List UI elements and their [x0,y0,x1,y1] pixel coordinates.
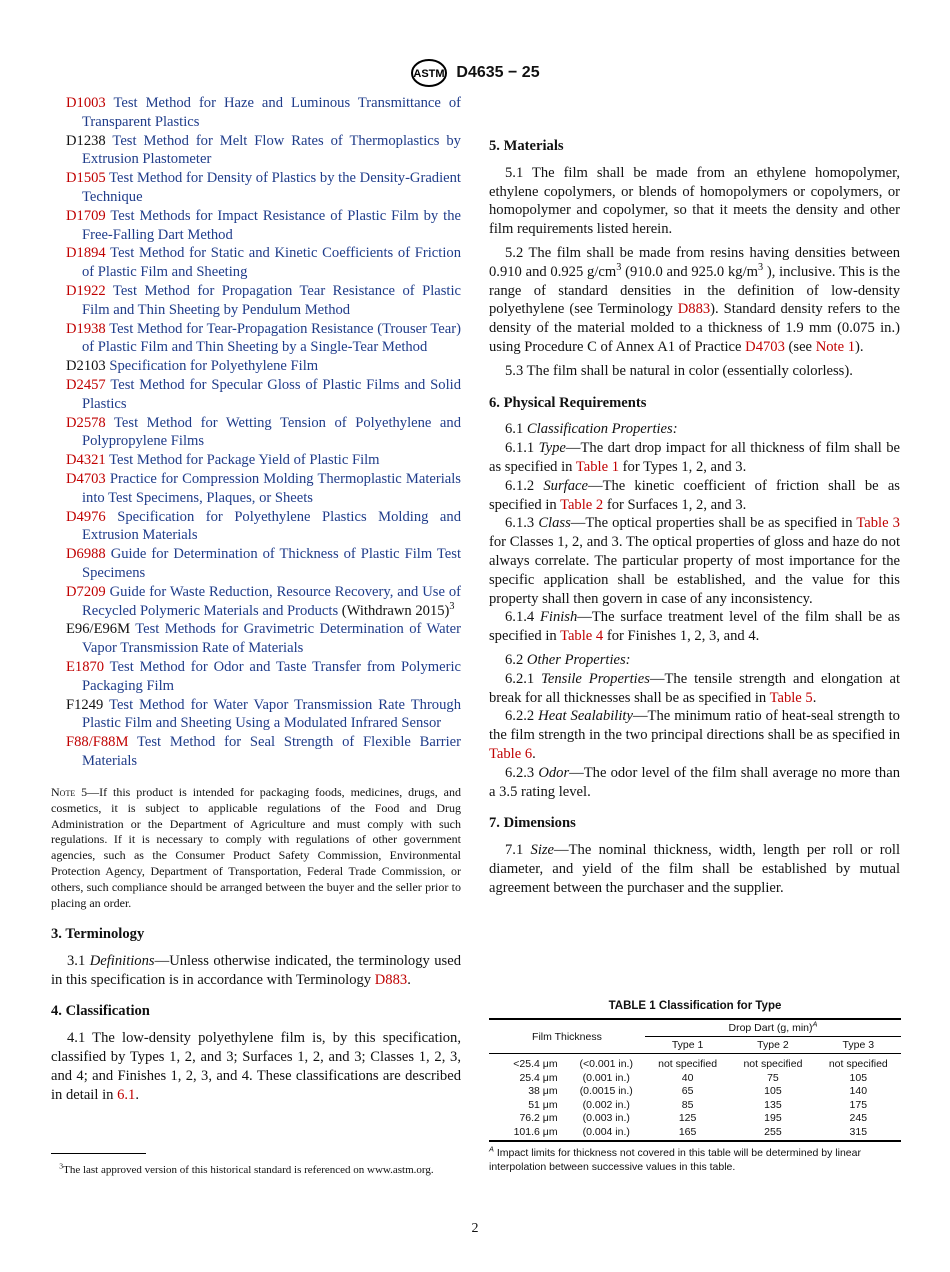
reference-code[interactable]: E1870 [66,658,105,675]
reference-code[interactable]: D1709 [66,207,106,224]
cell-t2: 105 [764,1085,782,1097]
reference-code[interactable]: F88/F88M [66,734,129,751]
reference-code[interactable]: D2578 [66,414,106,431]
section-7-heading: 7. Dimensions [489,815,576,832]
reference-title-link[interactable]: Guide for Waste Reduction, Resource Recovery, and Use of Recycled Polymeric Materials and Products [82,583,461,619]
reference-code[interactable]: D1003 [66,95,106,111]
cell-in: (0.003 in.) [582,1112,630,1124]
reference-code[interactable]: D4976 [66,508,106,525]
header-type-1: Type 1 [645,1037,730,1054]
reference-code[interactable]: D1938 [66,320,106,337]
reference-title-link[interactable]: Test Method for Density of Plastics by the Density-Gradient Technique [82,170,461,205]
cell-t1: 40 [681,1071,694,1084]
para-6-1-2: 6.1.2 Surface—The kinetic coefficient of friction shall be as specified in Table 2 for Surfaces 1, 2, and 3. [489,477,900,513]
cell-t2: 255 [730,1126,815,1142]
note-5 [51,785,461,912]
link-d883[interactable]: D883 [374,971,408,988]
link-note-1[interactable]: Note 1 [815,338,856,355]
astm-logo-icon [410,58,448,88]
header-drop-dart: Drop Dart (g, min)$^A$ [645,1019,901,1037]
link-table-3[interactable]: Table 3 [856,515,900,532]
reference-code: F1249 [66,696,104,713]
reference-title-link[interactable]: Test Method for Specular Gloss of Plastic Films and Solid Plastics [82,376,461,412]
table-1-title: TABLE 1 Classification for Type [608,1000,782,1012]
reference-item [51,376,461,414]
table-row [489,1112,901,1126]
cell-t1: 65 [681,1085,694,1097]
reference-title-link[interactable]: Test Method for Propagation Tear Resistance of Plastic Film and Thin Sheeting by Pendulum Method [82,282,461,318]
cell-t2: 195 [764,1112,782,1124]
para-6-2-1: 6.2.1 Tensile Properties—The tensile strength and elongation at break for all thicknesses shall be as specified in Table 5. [489,670,900,706]
reference-code[interactable]: D1894 [66,245,106,262]
reference-title-link[interactable]: Test Method for Haze and Luminous Transmittance of Transparent Plastics [82,95,461,130]
cell-t2: 75 [767,1071,779,1084]
reference-item [51,733,461,771]
document-number: D4635 − 25 [456,64,540,81]
reference-item [51,357,461,376]
reference-code[interactable]: D6988 [66,546,106,563]
reference-code[interactable]: D4703 [66,470,106,487]
cell-t3: 105 [849,1071,868,1084]
cell-t1: not specified [658,1058,718,1070]
section-5-heading: 5. Materials [489,138,564,154]
para-5-3: 5.3 The film shall be natural in color (essentially colorless). [505,362,853,379]
para-3-1: 3.1 Definitions—Unless otherwise indicated, the terminology used in this specification is in accordance with Terminology D883. [51,952,461,988]
reference-title-link[interactable]: Test Methods for Impact Resistance of Plastic Film by the Free-Falling Dart Method [82,207,461,243]
table-row [489,1099,901,1113]
cell-t1: 165 [645,1126,730,1142]
reference-title-link[interactable]: Specification for Polyethylene Film [109,358,319,375]
note-text: —If this product is intended for packaging foods, medicines, drugs, and cosmetics, it is subject to applicable regulations of the Food and Drug Administration or the Department of Agriculture and must comply with such regulations. If it is necessary to comply with regulations of other government agencies, such as the Consumer Product Safety Commission, Environmental Protection Agency, Department of Transportation, Federal Trade Commission, or others, such compliance should be arranged between the buyer and the seller prior to placing an order. [51,784,461,911]
header-type-2: Type 2 [730,1037,815,1054]
reference-item [51,169,461,207]
cell-in: (0.004 in.) [568,1126,645,1142]
reference-title-link[interactable]: Test Methods for Gravimetric Determination of Water Vapor Transmission Rate of Materials [82,621,461,657]
cell-t2: 135 [764,1098,782,1111]
right-column [489,94,900,902]
para-6-1-3: 6.1.3 Class—The optical properties shall be as specified in Table 3 for Classes 1, 2, and 3. The optical properties of gloss and haze do not always correlate. The particular property of most importance for the specific application shall be established, and the value for this property shall then govern in case of any inconsistency. [489,515,900,607]
table-1-note: $^A$ Impact limits for thickness not covered in this table will be determined by linear interpolation between successive values in this table. [489,1144,861,1173]
reference-item [51,451,461,470]
cell-um: 25.4 μm [519,1071,558,1084]
reference-item [51,508,461,546]
para-4-1: 4.1 The low-density polyethylene film is, by this specification, classified by Types 1, 2, and 3; Surfaces 1, 2, and 3; Classes 1, 2, 3, and 4; and Finishes 1, 2, 3, and 4. These classifications are described in detail in 6.1. [51,1030,461,1103]
cell-t3: 140 [849,1085,868,1097]
reference-title-link[interactable]: Specification for Polyethylene Plastics Molding and Extrusion Materials [82,508,462,544]
svg-text:ASTM: ASTM [413,68,445,80]
link-d4703[interactable]: D4703 [745,338,785,355]
cell-um: 38 μm [528,1085,558,1097]
section-4-heading: 4. Classification [51,1003,150,1020]
cell-um: <25.4 μm [513,1058,558,1070]
reference-title-link[interactable]: Test Method for Water Vapor Transmission Rate Through Plastic Film and Sheeting Using a Modulated Infrared Sensor [82,696,461,732]
section-6-heading: 6. Physical Requirements [489,394,647,411]
cell-t2: not specified [743,1058,803,1070]
reference-list [51,94,461,771]
para-7-1: 7.1 Size—The nominal thickness, width, length per roll or roll diameter, and yield of the film shall be established by mutual agreement between the purchaser and the supplier. [489,842,900,896]
reference-code[interactable]: D7209 [66,583,106,600]
reference-item [51,696,461,734]
reference-item [51,244,461,282]
note-label: Note 5 [51,784,88,799]
reference-title-link[interactable]: Test Method for Package Yield of Plastic Film [109,452,380,469]
reference-item [51,320,461,358]
reference-item [51,545,461,583]
reference-item [51,658,461,696]
link-section-6-1[interactable]: 6.1 [117,1086,136,1103]
link-table-1[interactable]: Table 1 [575,458,620,475]
reference-code[interactable]: D2457 [66,376,106,393]
link-table-4[interactable]: Table 4 [560,628,604,645]
reference-code: D1238 [66,132,106,149]
reference-code[interactable]: D1922 [66,282,106,299]
page-number: 2 [471,1221,479,1236]
reference-title-link[interactable]: Test Method for Seal Strength of Flexible Barrier Materials [82,734,462,769]
reference-item [51,414,461,452]
reference-code: E96/E96M [66,621,131,638]
para-6-2-3: 6.2.3 Odor—The odor level of the film shall average no more than a 3.5 rating level. [489,764,900,800]
reference-title-link[interactable]: Test Method for Odor and Taste Transfer from Polymeric Packaging Film [82,658,461,694]
table-1 [489,1000,901,1174]
reference-item [51,94,461,132]
reference-title-link[interactable]: Practice for Compression Molding Thermoplastic Materials into Test Specimens, Plaques, or Sheets [82,470,461,506]
cell-in: (0.002 in.) [582,1098,630,1111]
link-table-5[interactable]: Table 5 [769,689,813,706]
footnote-3: $^3$The last approved version of this historical standard is referenced on www.astm.org. [59,1161,434,1176]
cell-t3: 315 [816,1126,901,1142]
section-3-heading: 3. Terminology [51,925,145,942]
table-row [489,1054,901,1072]
cell-in: (0.001 in.) [582,1071,630,1084]
footnote-rule [51,1153,146,1154]
reference-item [51,132,461,170]
table-row [489,1072,901,1086]
table-1-body [489,1054,901,1142]
reference-title-link[interactable]: Test Method for Tear-Propagation Resistance (Trouser Tear) of Plastic Film and Thin Sheeting by a Single-Tear Method [82,320,461,356]
header-film-thickness: Film Thickness [489,1019,645,1054]
cell-in: (<0.001 in.) [579,1058,633,1070]
para-5-1: 5.1 The film shall be made from an ethylene homopolymer, ethylene copolymers, or blends of homopolymers or copolymers, or homopolymer and copolymer, so that it meets the density and other film requirements listed herein. [489,164,900,238]
link-d883[interactable]: D883 [677,301,711,318]
cell-t1: 125 [678,1112,697,1124]
cell-um: 101.6 μm [489,1126,568,1142]
reference-code[interactable]: D1505 [66,170,106,187]
cell-um: 51 μm [528,1098,558,1111]
para-6-1-4: 6.1.4 Finish—The surface treatment level of the film shall be as specified in Table 4 for Finishes 1, 2, 3, and 4. [489,609,901,645]
table-row [489,1126,901,1142]
para-6-2-2: 6.2.2 Heat Sealability—The minimum ratio of heat-seal strength to the film strength in the two principal directions shall be as specified in Table 6. [489,708,900,762]
cell-in: (0.0015 in.) [579,1085,633,1097]
reference-item [51,620,461,658]
left-column [51,94,461,1109]
reference-code[interactable]: D4321 [66,452,106,469]
reference-title-link[interactable]: Test Method for Wetting Tension of Polyethylene and Polypropylene Films [82,414,462,450]
reference-item [51,583,461,621]
reference-title-link[interactable]: Test Method for Melt Flow Rates of Thermoplastics by Extrusion Plastometer [82,132,461,168]
cell-t3: 175 [849,1098,868,1111]
reference-item [51,282,461,320]
link-table-6[interactable]: Table 6 [489,745,533,762]
reference-item [51,207,461,245]
reference-suffix: (Withdrawn 2015) [338,602,450,619]
cell-t1: 85 [681,1098,694,1111]
cell-t3: 245 [849,1112,868,1124]
reference-item [51,470,461,508]
para-5-2: 5.2 The film shall be made from resins having densities between 0.910 and 0.925 $g/cm^3$ (910.0 and 925.0 $kg/m^3$ ), inclusive. This is the range of standard densities in the definition of low-density polyethylene (see Terminology D883). Standard density refers to the density of the material molded to a thickness of 1.9 mm (0.075 in.) using Procedure C of Annex A1 of Practice D4703 (see Note 1). [489,244,900,355]
table-row [489,1085,901,1099]
cell-um: 76.2 μm [519,1112,558,1124]
footnote-mark: 3 [449,600,455,612]
link-table-2[interactable]: Table 2 [560,496,604,513]
page-header [0,58,950,88]
para-6-2: 6.2 Other Properties: [505,651,631,668]
header-type-3: Type 3 [816,1037,901,1054]
para-6-1-1: 6.1.1 Type—The dart drop impact for all thickness of film shall be as specified in Table 1 for Types 1, 2, and 3. [489,440,900,475]
para-6-1: 6.1 Classification Properties: [505,421,678,438]
reference-title-link[interactable]: Test Method for Static and Kinetic Coefficients of Friction of Plastic Film and Sheeting [82,245,461,281]
table-1-grid [489,1018,901,1142]
cell-t3: not specified [828,1058,888,1070]
reference-title-link[interactable]: Guide for Determination of Thickness of Plastic Film Test Specimens [82,546,462,581]
reference-code: D2103 [66,358,106,375]
